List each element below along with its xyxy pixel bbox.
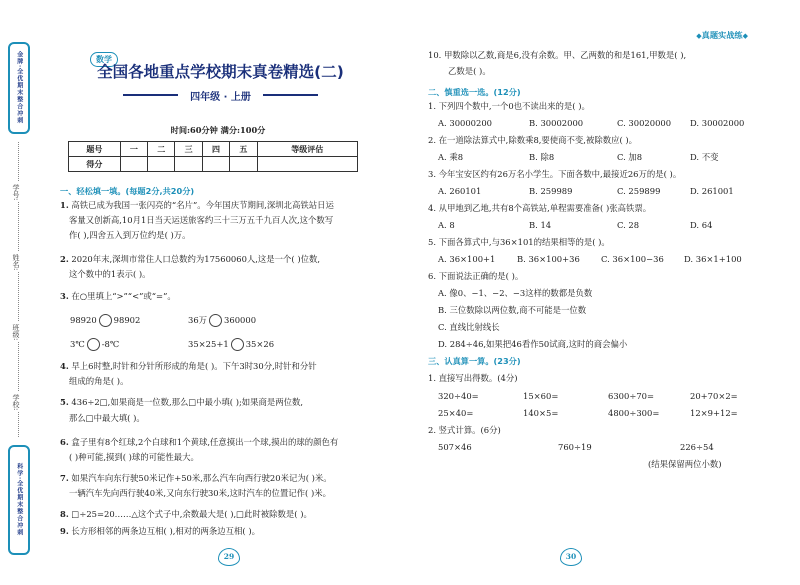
q6-line1: 盒子里有8个红球,2个白球和1个黄球,任意摸出一个球,摸出的球的颜色有 xyxy=(71,437,339,447)
section-1-heading: 一、轻松填一填。(每题2分,共20分) xyxy=(60,186,195,196)
choice-q1: 1. 下列四个数中,一个0也不读出来的是( )。 xyxy=(428,101,590,111)
q4-line1: 早上6时整,时针和分针所形成的角是( )。下午3时30分,时针和分针 xyxy=(71,361,317,371)
score-header-cell: 二 xyxy=(148,142,175,157)
calc2-note: (结果保留两位小数) xyxy=(648,459,722,469)
practice-tag xyxy=(696,30,748,41)
q10-line1: 10. 甲数除以乙数,商是6,没有余数。甲、乙两数的和是161,甲数是( ), xyxy=(428,50,687,60)
choice-q6: 6. 下面说法正确的是( )。 xyxy=(428,271,524,281)
choice-q2: 2. 在一道除法算式中,除数乘8,要使商不变,被除数应( )。 xyxy=(428,135,638,145)
choice-q4-opt-a[interactable]: A. 8 xyxy=(438,220,455,230)
class-label: 班级: xyxy=(12,324,20,341)
question-9: 9. 长方形相邻的两条边互相( ),相对的两条边互相( )。 xyxy=(60,526,260,536)
question-8: 8. □÷25=20……△这个式子中,余数最大是( ),□此时被除数是( )。 xyxy=(60,509,312,519)
compare-value: 3℃ xyxy=(70,339,85,349)
q7-line1: 如果汽车向东行驶50米记作+50米,那么汽车向西行驶20米记为( )米。 xyxy=(71,473,332,483)
compare-value: 98920 xyxy=(70,315,97,325)
sidebar-bottom-tab: 科学·全优期末整合冲刺 xyxy=(8,445,30,555)
choice-q5-opt-a[interactable]: A. 36×100+1 xyxy=(438,254,496,264)
score-header-cell: 三 xyxy=(175,142,202,157)
question-5: 5. 436÷2□,如果商是一位数,那么□中最小填( );如果商是两位数, 那么□中最大填( )。 xyxy=(60,397,304,423)
score-header-cell: 五 xyxy=(230,142,257,157)
score-cell[interactable] xyxy=(257,157,357,172)
choice-q6-opt-d[interactable]: D. 284÷46,如果把46看作50试商,这时的商会偏小 xyxy=(438,339,628,349)
calc1-item: 4800÷300= xyxy=(608,408,660,418)
choice-q1-opt-b[interactable]: B. 30002000 xyxy=(529,118,584,128)
calc1-title: 1. 直接写出得数。(4分) xyxy=(428,373,518,383)
question-2: 2. 2020年末,深圳市常住人口总数约为17560060人,这是一个( )位数, 这个数中的1表示( )。 xyxy=(60,254,321,279)
question-3: 3. 在○里填上“>”“<”或“=”。 xyxy=(60,291,176,301)
score-header-cell: 题号 xyxy=(69,142,121,157)
compare-value: -8℃ xyxy=(101,339,120,349)
score-header-cell: 一 xyxy=(120,142,147,157)
score-header-cell: 等级评估 xyxy=(257,142,357,157)
choice-q1-opt-a[interactable]: A. 30000200 xyxy=(438,118,492,128)
side-binding-strip xyxy=(8,42,30,555)
q2-line2: 这个数中的1表示( )。 xyxy=(69,269,151,279)
q10-line2: 乙数是( )。 xyxy=(448,66,491,76)
q8-text: □÷25=20……△这个式子中,余数最大是( ),□此时被除数是( )。 xyxy=(71,509,312,519)
score-cell[interactable] xyxy=(202,157,229,172)
choice-q1-opt-d[interactable]: D. 30002000 xyxy=(690,118,745,128)
choice-q1-opt-c[interactable]: C. 30020000 xyxy=(617,118,672,128)
q3-text: 在○里填上“>”“<”或“=”。 xyxy=(71,291,176,301)
choice-q4-opt-b[interactable]: B. 14 xyxy=(529,220,552,230)
q7-line2: 一辆汽车先向西行驶40米,又向东行驶30米,这时汽车的位置记作( )米。 xyxy=(69,488,331,498)
compare-row-1b xyxy=(188,314,256,327)
choice-q6-opt-c[interactable]: C. 直线比射线长 xyxy=(438,322,500,332)
choice-q5: 5. 下面各算式中,与36×101的结果相等的是( )。 xyxy=(428,237,610,247)
q1-line3: 作( ),四舍五入到万位约是( )万。 xyxy=(69,230,191,240)
choice-q5-opt-d[interactable]: D. 36×1+100 xyxy=(684,254,742,264)
choice-q4-opt-c[interactable]: C. 28 xyxy=(617,220,640,230)
choice-q6-opt-a[interactable]: A. 像0、−1、−2、−3这样的数都是负数 xyxy=(438,288,593,298)
score-table xyxy=(68,141,358,172)
compare-value: 98902 xyxy=(113,315,141,325)
time-score-info: 时间:60分钟 满分:100分 xyxy=(170,125,266,135)
choice-q3-opt-c[interactable]: C. 259899 xyxy=(617,186,661,196)
diamond-icon: ◆ xyxy=(742,32,748,40)
choice-q2-opt-a[interactable]: A. 乘8 xyxy=(438,152,464,162)
choice-q5-opt-b[interactable]: B. 36×100+36 xyxy=(517,254,580,264)
choice-q2-opt-c[interactable]: C. 加8 xyxy=(617,152,643,162)
compare-circle[interactable] xyxy=(209,314,222,327)
compare-value: 360000 xyxy=(224,315,257,325)
question-6: 6. 盒子里有8个红球,2个白球和1个黄球,任意摸出一个球,摸出的球的颜色有 ( )种可能,摸到( )球的可能性最大。 xyxy=(60,437,339,462)
calc1-item: 25×40= xyxy=(438,408,474,418)
score-row-label: 得分 xyxy=(69,157,121,172)
calc1-item: 20+70×2= xyxy=(690,391,738,401)
q6-line2: ( )种可能,摸到( )球的可能性最大。 xyxy=(69,452,199,462)
calc1-item: 140×5= xyxy=(523,408,559,418)
score-cell[interactable] xyxy=(175,157,202,172)
q9-text: 长方形相邻的两条边互相( ),相对的两条边互相( )。 xyxy=(71,526,260,536)
calc2-title: 2. 竖式计算。(6分) xyxy=(428,425,501,435)
score-cell[interactable] xyxy=(148,157,175,172)
choice-q3-opt-a[interactable]: A. 260101 xyxy=(438,186,482,196)
question-7: 7. 如果汽车向东行驶50米记作+50米,那么汽车向西行驶20米记为( )米。 一辆汽车先向西行驶40米,又向东行驶30米,这时汽车的位置记作( )米。 xyxy=(60,473,332,498)
choice-q3: 3. 今年宝安区约有26万名小学生。下面各数中,最接近26万的是( )。 xyxy=(428,169,682,179)
calc2-item: 226÷54 xyxy=(680,442,714,452)
question-1: 1. 高铁已成为我国一张闪亮的“名片”。今年国庆节期间,深圳北高铁站日运 客量又创新高,10月1日当天运送旅客约三十三万五千九百人次,这个数写 作( ),四舍五入到万位约是( )万。 xyxy=(60,200,334,240)
right-page-number: 30 xyxy=(560,548,582,566)
title-block xyxy=(68,50,373,114)
q1-line1: 高铁已成为我国一张闪亮的“名片”。今年国庆节期间,深圳北高铁站日运 xyxy=(71,200,334,210)
compare-circle[interactable] xyxy=(231,338,244,351)
calc1-item: 12×9+12= xyxy=(690,408,738,418)
diamond-icon: ◆ xyxy=(696,32,702,40)
subject-badge: 数学 xyxy=(90,52,118,67)
section-3-heading: 三、认真算一算。(23分) xyxy=(428,356,521,366)
choice-q4: 4. 从甲地到乙地,共有8个高铁站,单程需要准备( )张高铁票。 xyxy=(428,203,652,213)
compare-circle[interactable] xyxy=(99,314,112,327)
practice-tag-text: 真题实战练 xyxy=(701,30,743,40)
question-10 xyxy=(428,50,686,76)
calc2-item: 507×46 xyxy=(438,442,472,452)
compare-row-1 xyxy=(70,314,140,327)
score-cell[interactable] xyxy=(230,157,257,172)
sidebar-top-tab: 金牌·全优期末整合冲刺 xyxy=(8,42,30,134)
page-title: 全国各地重点学校期末真卷精选(二) xyxy=(97,63,344,81)
calc2-item: 760÷19 xyxy=(558,442,592,452)
choice-q5-opt-c[interactable]: C. 36×100−36 xyxy=(601,254,664,264)
school-label: 学校: xyxy=(12,394,20,411)
compare-value: 35×25+1 xyxy=(188,339,229,349)
choice-q4-opt-d[interactable]: D. 64 xyxy=(690,220,713,230)
grade-subtitle: 四年级 · 上册 xyxy=(190,92,251,103)
choice-q2-opt-d[interactable]: D. 不变 xyxy=(690,152,719,162)
student-id-label: 学号: xyxy=(12,184,20,201)
calc1-item: 320÷40= xyxy=(438,391,479,401)
q2-line1: 2020年末,深圳市常住人口总数约为17560060人,这是一个( )位数, xyxy=(71,254,321,264)
compare-row-2 xyxy=(70,338,119,351)
q4-line2: 组成的角是( )。 xyxy=(69,376,129,386)
score-table-header xyxy=(69,142,358,157)
choice-q3-opt-d[interactable]: D. 261001 xyxy=(690,186,734,196)
calc1-item: 6300÷70= xyxy=(608,391,655,401)
left-page-number: 29 xyxy=(218,548,240,566)
choice-q3-opt-b[interactable]: B. 259989 xyxy=(529,186,573,196)
compare-circle[interactable] xyxy=(87,338,100,351)
question-4: 4. 早上6时整,时针和分针所形成的角是( )。下午3时30分,时针和分针 组成的角是( )。 xyxy=(60,361,317,386)
compare-row-2b xyxy=(188,338,274,351)
q1-line2: 客量又创新高,10月1日当天运送旅客约三十三万五千九百人次,这个数写 xyxy=(69,215,334,225)
score-table-row xyxy=(69,157,358,172)
compare-value: 35×26 xyxy=(245,339,275,349)
score-cell[interactable] xyxy=(120,157,147,172)
q5-line2: 那么□中最大填( )。 xyxy=(69,413,145,423)
score-header-cell: 四 xyxy=(202,142,229,157)
compare-value: 36万 xyxy=(188,315,208,325)
title-rule-right xyxy=(263,94,318,96)
name-label: 姓名: xyxy=(12,254,20,271)
calc1-item: 15×60= xyxy=(523,391,559,401)
q5-line1: 436÷2□,如果商是一位数,那么□中最小填( );如果商是两位数, xyxy=(71,397,304,407)
choice-q2-opt-b[interactable]: B. 除8 xyxy=(529,152,555,162)
choice-q6-opt-b[interactable]: B. 三位数除以两位数,商不可能是一位数 xyxy=(438,305,587,315)
section-2-heading: 二、慎重选一选。(12分) xyxy=(428,87,521,97)
